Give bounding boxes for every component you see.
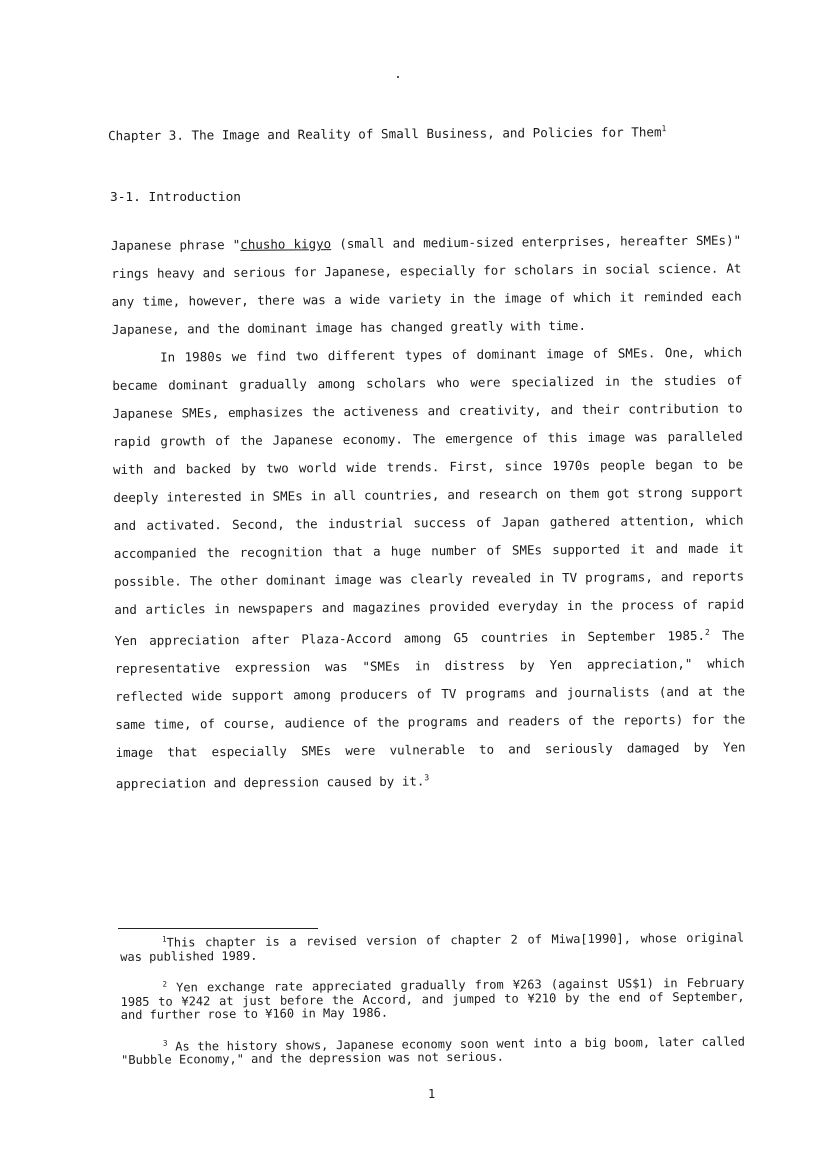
footnote-1-mark: 1 <box>162 934 167 944</box>
footnotes <box>120 928 745 1082</box>
footnote-ref-2: 2 <box>704 627 710 637</box>
footnote-2 <box>120 973 744 1023</box>
section-heading: 3-1. Introduction <box>110 190 241 205</box>
chapter-title-footnote-mark: 1 <box>661 124 667 134</box>
footnote-2-mark: 2 <box>162 979 168 989</box>
page-number: 1 <box>428 1087 436 1101</box>
scan-speck <box>397 76 399 78</box>
paragraph-2-rest: The representative expression was "SMEs in distress by Yen appreciation," which reflected wide support among producers of TV programs and journalists (and at the same time, of course, audience of the programs and readers of the reports) for the image that especially SMEs were vulnerable to and seriously damaged by Yen appreciation and depression caused by it. <box>114 627 746 792</box>
paragraph-1 <box>111 227 742 344</box>
footnote-ref-3: 3 <box>424 773 430 783</box>
paragraph-2 <box>112 338 746 798</box>
body-text <box>111 227 746 799</box>
footnote-1 <box>120 928 744 964</box>
chapter-title <box>108 124 748 144</box>
footnote-3 <box>121 1031 745 1067</box>
footnote-3-text: As the history shows, Japanese economy soon went into a big boom, later called "Bubble Economy," and the depression was not serious. <box>121 1034 746 1067</box>
underlined-term: chusho kigyo <box>240 236 332 252</box>
paragraph-1-start: Japanese phrase " <box>111 236 241 253</box>
footnote-1-text: This chapter is a revised version of chapter 2 of Miwa[1990], whose original was published 1989. <box>120 930 745 964</box>
footnote-divider <box>118 928 318 929</box>
paragraph-2-start: In 1980s we find two different types of dominant image of SMEs. One, which became dominant gradually among scholars who were specialized in the studies of Japanese SMEs, emphasizes the activeness and creativity, and their contribution to rapid growth of the Japanese economy. The emergence of this image was paralleled with and backed by two world wide trends. First, since 1970s people began to be deeply interested in SMEs in all countries, and research on them got strong support and activated. Second, the industrial success of Japan gathered attention, which accompanied the recognition that a huge number of SMEs supported it and made it possible. The other dominant image was clearly revealed in TV programs, and reports and articles in newspapers and magazines provided everyday in the process of rapid Yen appreciation after Plaza-Accord among G5 countries in September 1985. <box>112 344 745 649</box>
chapter-title-text: Chapter 3. The Image and Reality of Small Business, and Policies for Them <box>108 124 662 144</box>
footnote-3-mark: 3 <box>162 1038 168 1048</box>
footnote-2-text: Yen exchange rate appreciated gradually from ¥263 (against US$1) in February 1985 to ¥242 at just before the Accord, and jumped to ¥210 by the end of September, and further rose to ¥160 in May 1986. <box>120 975 745 1022</box>
paragraph-1-rest: (small and medium-sized enterprises, hereafter SMEs)" rings heavy and serious for Japanese, especially for scholars in social science. At any time, however, there was a wide variety in the image of which it reminded each Japanese, and the dominant image has changed greatly with time. <box>111 232 742 337</box>
